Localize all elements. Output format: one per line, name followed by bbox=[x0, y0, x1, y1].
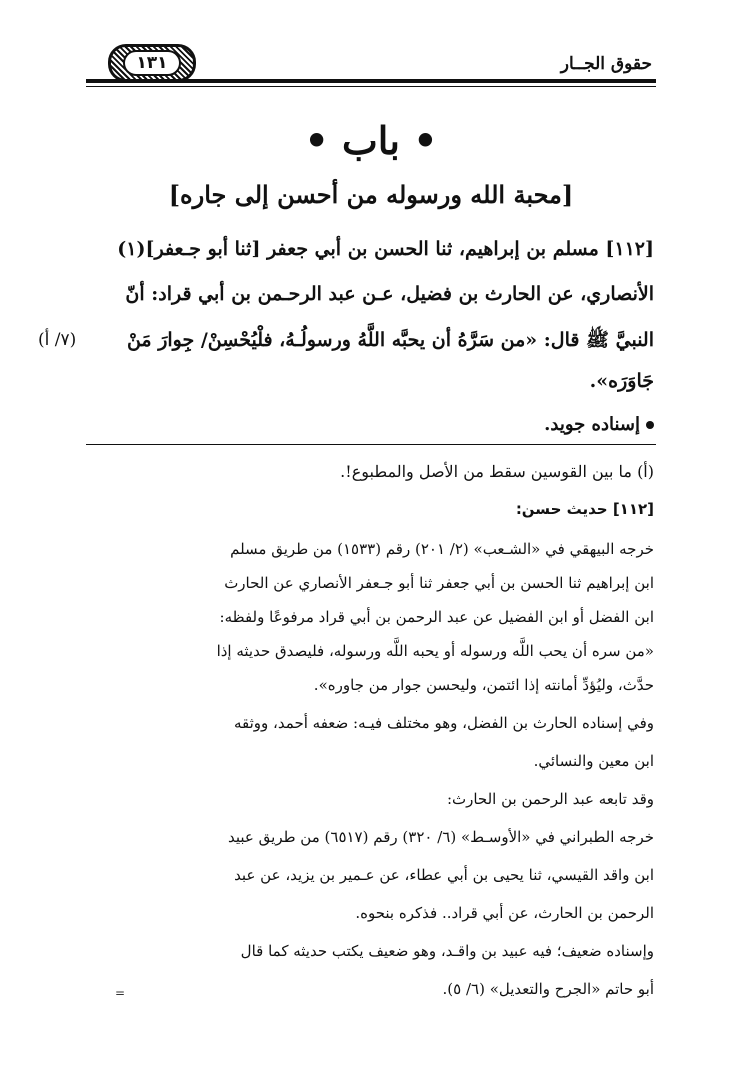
commentary-line: وفي إسناده الحارث بن الفضل، وهو مختلف فيـه: ضعفه أحمد، ووثقه bbox=[234, 714, 654, 732]
chapter-title: • باب • bbox=[304, 118, 438, 163]
hadith-line: النبيَّ ﷺ قال: «من سَرَّهُ أن يحبَّه اللَّهُ ورسولُـهُ، فلْيُحْسِنْ/ جِوارَ مَنْ bbox=[126, 329, 654, 351]
header-rule-thin bbox=[86, 86, 656, 87]
page-number: ١٣١ bbox=[123, 50, 181, 76]
commentary-line: ابن الفضل أو ابن الفضيل عن عبد الرحمن بن أبي قراد مرفوعًا ولفظه: bbox=[219, 608, 654, 626]
commentary-heading: [١١٢] حديث حسن: bbox=[515, 500, 654, 518]
commentary-line: خرجه البيهقي في «الشـعب» (٢/ ٢٠١) رقم (١٥٣٣) من طريق مسلم bbox=[230, 540, 654, 558]
commentary-line: ابن إبراهيم ثنا الحسن بن أبي جعفر ثنا أبو جـعفر الأنصاري عن الحارث bbox=[224, 574, 654, 592]
commentary-line: حدَّث، وليُؤدِّ أمانته إذا ائتمن، وليحسن جوار من جاوره». bbox=[313, 676, 654, 694]
running-title: حقوق الجــار bbox=[560, 54, 652, 74]
hadith-line: [١١٢] مسلم بن إبراهيم، ثنا الحسن بن أبي جعفر [ثنا أبو جـعفر](١) bbox=[117, 238, 654, 260]
commentary-line: ابن واقد القيسي، ثنا يحيى بن أبي عطاء، عن عـمير بن يزيد، عن عبد bbox=[234, 866, 654, 884]
commentary-line: «من سره أن يحب اللَّه ورسوله أو يحبه اللَّه ورسوله، فليصدق حديثه إذا bbox=[216, 642, 654, 660]
footnote: (أ) ما بين القوسين سقط من الأصل والمطبوع!. bbox=[340, 462, 654, 481]
isnad-grading bbox=[544, 414, 654, 435]
commentary-line: ابن معين والنسائي. bbox=[533, 752, 654, 770]
hadith-line: الأنصاري، عن الحارث بن فضيل، عـن عبد الرحـمن بن أبي قراد: أنّ bbox=[125, 283, 654, 305]
chapter-subheading: [محبة الله ورسوله من أحسن إلى جاره] bbox=[168, 180, 574, 209]
commentary-line: وقد تابعه عبد الرحمن بن الحارث: bbox=[446, 790, 654, 808]
continuation-mark: = bbox=[115, 986, 126, 1000]
commentary-line: الرحمن بن الحارث، عن أبي قراد.. فذكره بنحوه. bbox=[355, 904, 654, 922]
commentary-line: خرجه الطبراني في «الأوسـط» (٦/ ٣٢٠) رقم (٦٥١٧) من طريق عبيد bbox=[228, 828, 654, 846]
page-number-badge bbox=[108, 44, 196, 82]
folio-margin-reference: (٧/ أ) bbox=[38, 330, 77, 350]
grading-text: إسناده جويد. bbox=[544, 414, 640, 435]
commentary-line: وإسناده ضعيف؛ فيه عبيد بن واقـد، وهو ضعيف يكتب حديثه كما قال bbox=[240, 942, 654, 960]
bullet-icon bbox=[646, 421, 654, 429]
header-rule-thick bbox=[86, 79, 656, 83]
commentary-line: أبو حاتم «الجرح والتعديل» (٦/ ٥). bbox=[442, 980, 654, 998]
hadith-line: جَاوَرَه». bbox=[589, 370, 654, 392]
footnote-divider bbox=[86, 444, 656, 445]
running-header bbox=[86, 40, 656, 84]
